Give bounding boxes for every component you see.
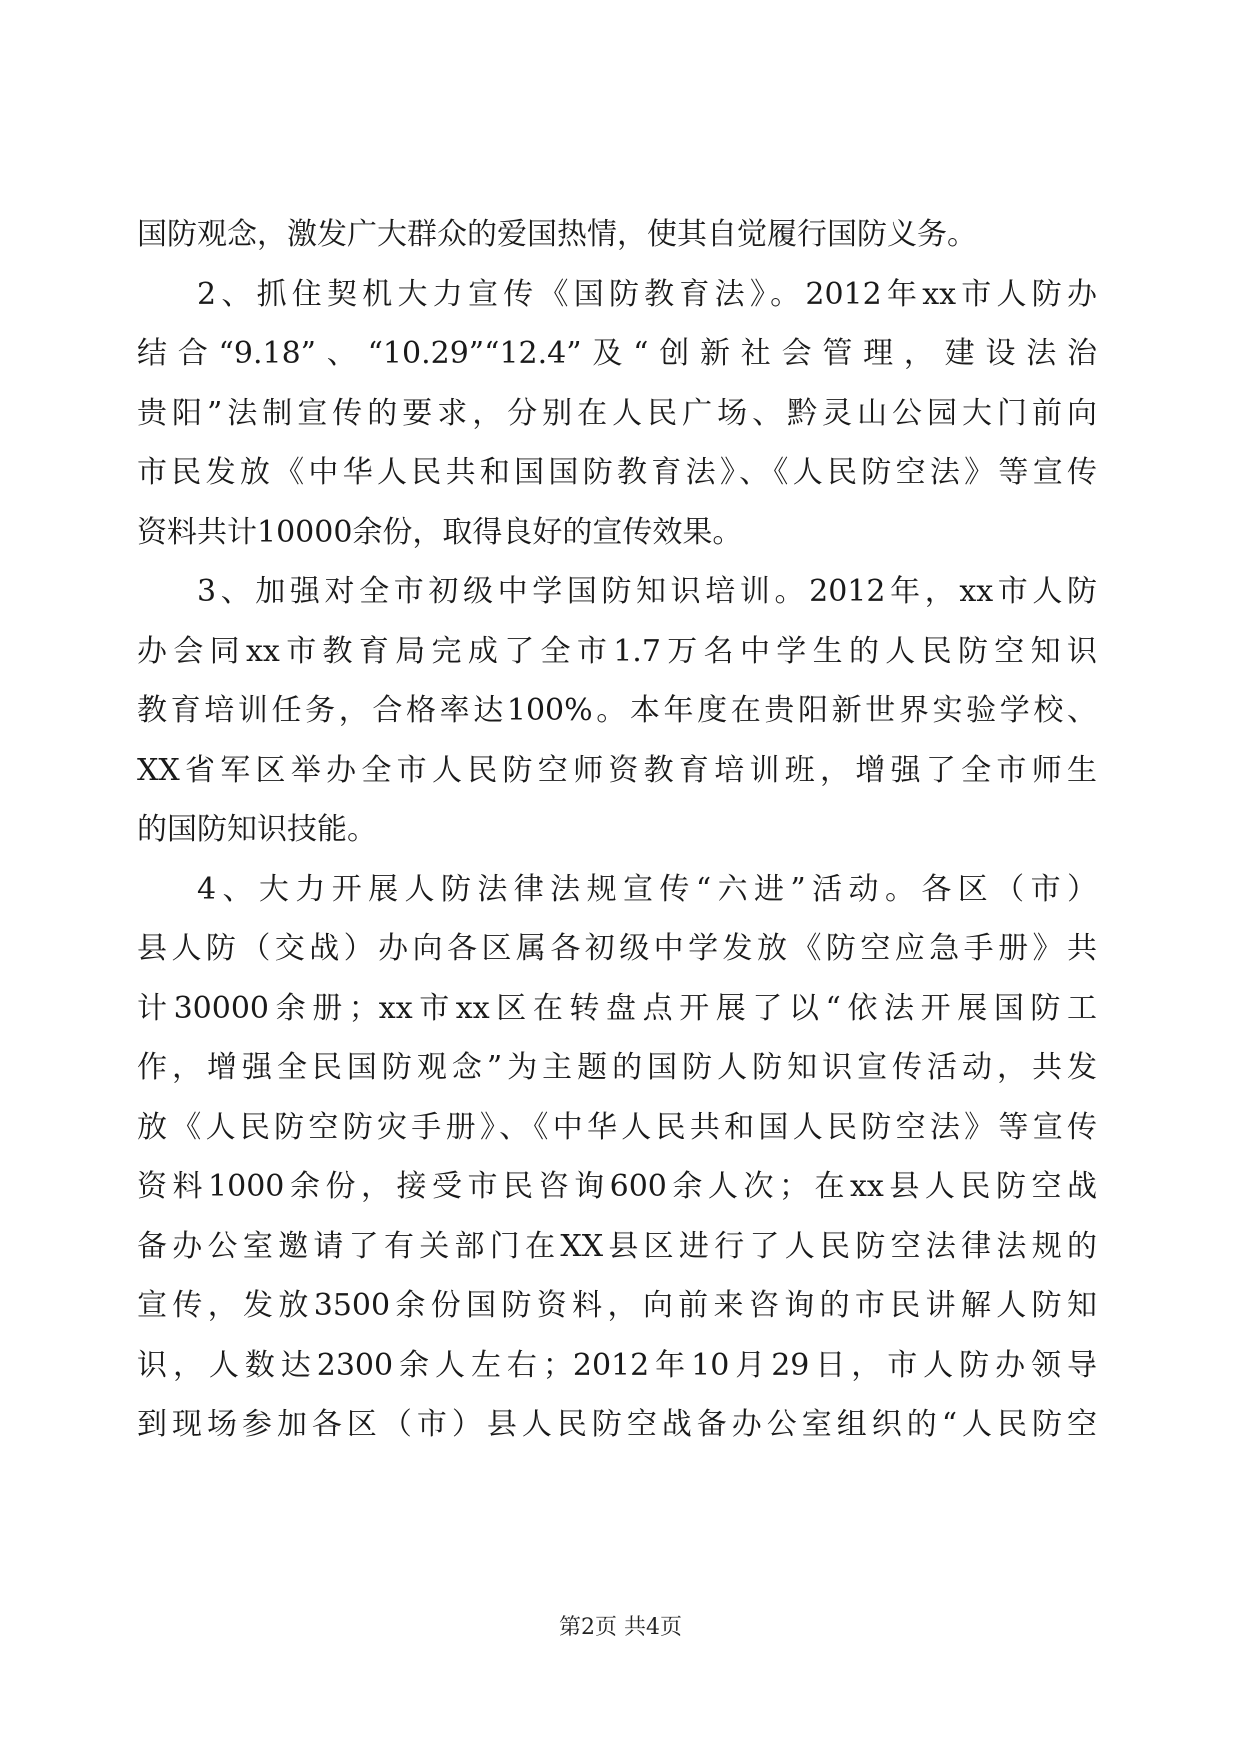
page-footer (0, 1610, 1241, 1641)
text-line: 到现场参加各区（市）县人民防空战备办公室组织的“人民防空 (137, 1407, 1097, 1442)
text-line: 国防观念，激发广大群众的爱国热情，使其自觉履行国防义务。 (137, 217, 977, 252)
text-line: 资料共计10000余份，取得良好的宣传效果。 (137, 514, 743, 550)
text-line: 办会同xx市教育局完成了全市1.7万名中学生的人民防空知识 (137, 633, 1097, 669)
text-line: 识，人数达2300余人左右；2012年10月29日，市人防办领导 (137, 1347, 1097, 1383)
text-line: 资料1000余份，接受市民咨询600余人次；在xx县人民防空战 (137, 1169, 1097, 1204)
text-line: 宣传，发放3500余份国防资料，向前来咨询的市民讲解人防知 (137, 1288, 1097, 1323)
text-line: 计30000余册；xx市xx区在转盘点开展了以“依法开展国防工 (137, 990, 1097, 1026)
text-line: 教育培训任务，合格率达100%。本年度在贵阳新世界实验学校、 (137, 693, 1097, 728)
paragraph-3-start: 3、加强对全市初级中学国防知识培训。2012年，xx市人防 (197, 574, 1097, 609)
text-line: 贵阳”法制宣传的要求，分别在人民广场、黔灵山公园大门前向 (137, 395, 1097, 431)
text-line: 作，增强全民国防观念”为主题的国防人防知识宣传活动，共发 (137, 1050, 1097, 1085)
text-line: XX省军区举办全市人民防空师资教育培训班，增强了全市师生 (137, 752, 1097, 788)
text-line: 市民发放《中华人民共和国国防教育法》、《人民防空法》等宣传 (137, 455, 1097, 490)
text-line: 放《人民防空防灾手册》、《中华人民共和国人民防空法》等宣传 (137, 1109, 1097, 1145)
text-line: 结合“9.18”、“10.29”“12.4”及“创新社会管理，建设法治 (137, 336, 1097, 371)
paragraph-2-start: 2、抓住契机大力宣传《国防教育法》。2012年xx市人防办 (197, 276, 1097, 312)
text-line: 的国防知识技能。 (137, 812, 377, 847)
body-text (137, 205, 1097, 1455)
paragraph-4-start: 4、大力开展人防法律法规宣传“六进”活动。各区（市） (197, 871, 1097, 907)
page-number: 第2页 共4页 (559, 1615, 682, 1640)
text-line: 备办公室邀请了有关部门在XX县区进行了人民防空法律法规的 (137, 1228, 1097, 1264)
text-line: 县人防（交战）办向各区属各初级中学发放《防空应急手册》共 (137, 931, 1097, 966)
